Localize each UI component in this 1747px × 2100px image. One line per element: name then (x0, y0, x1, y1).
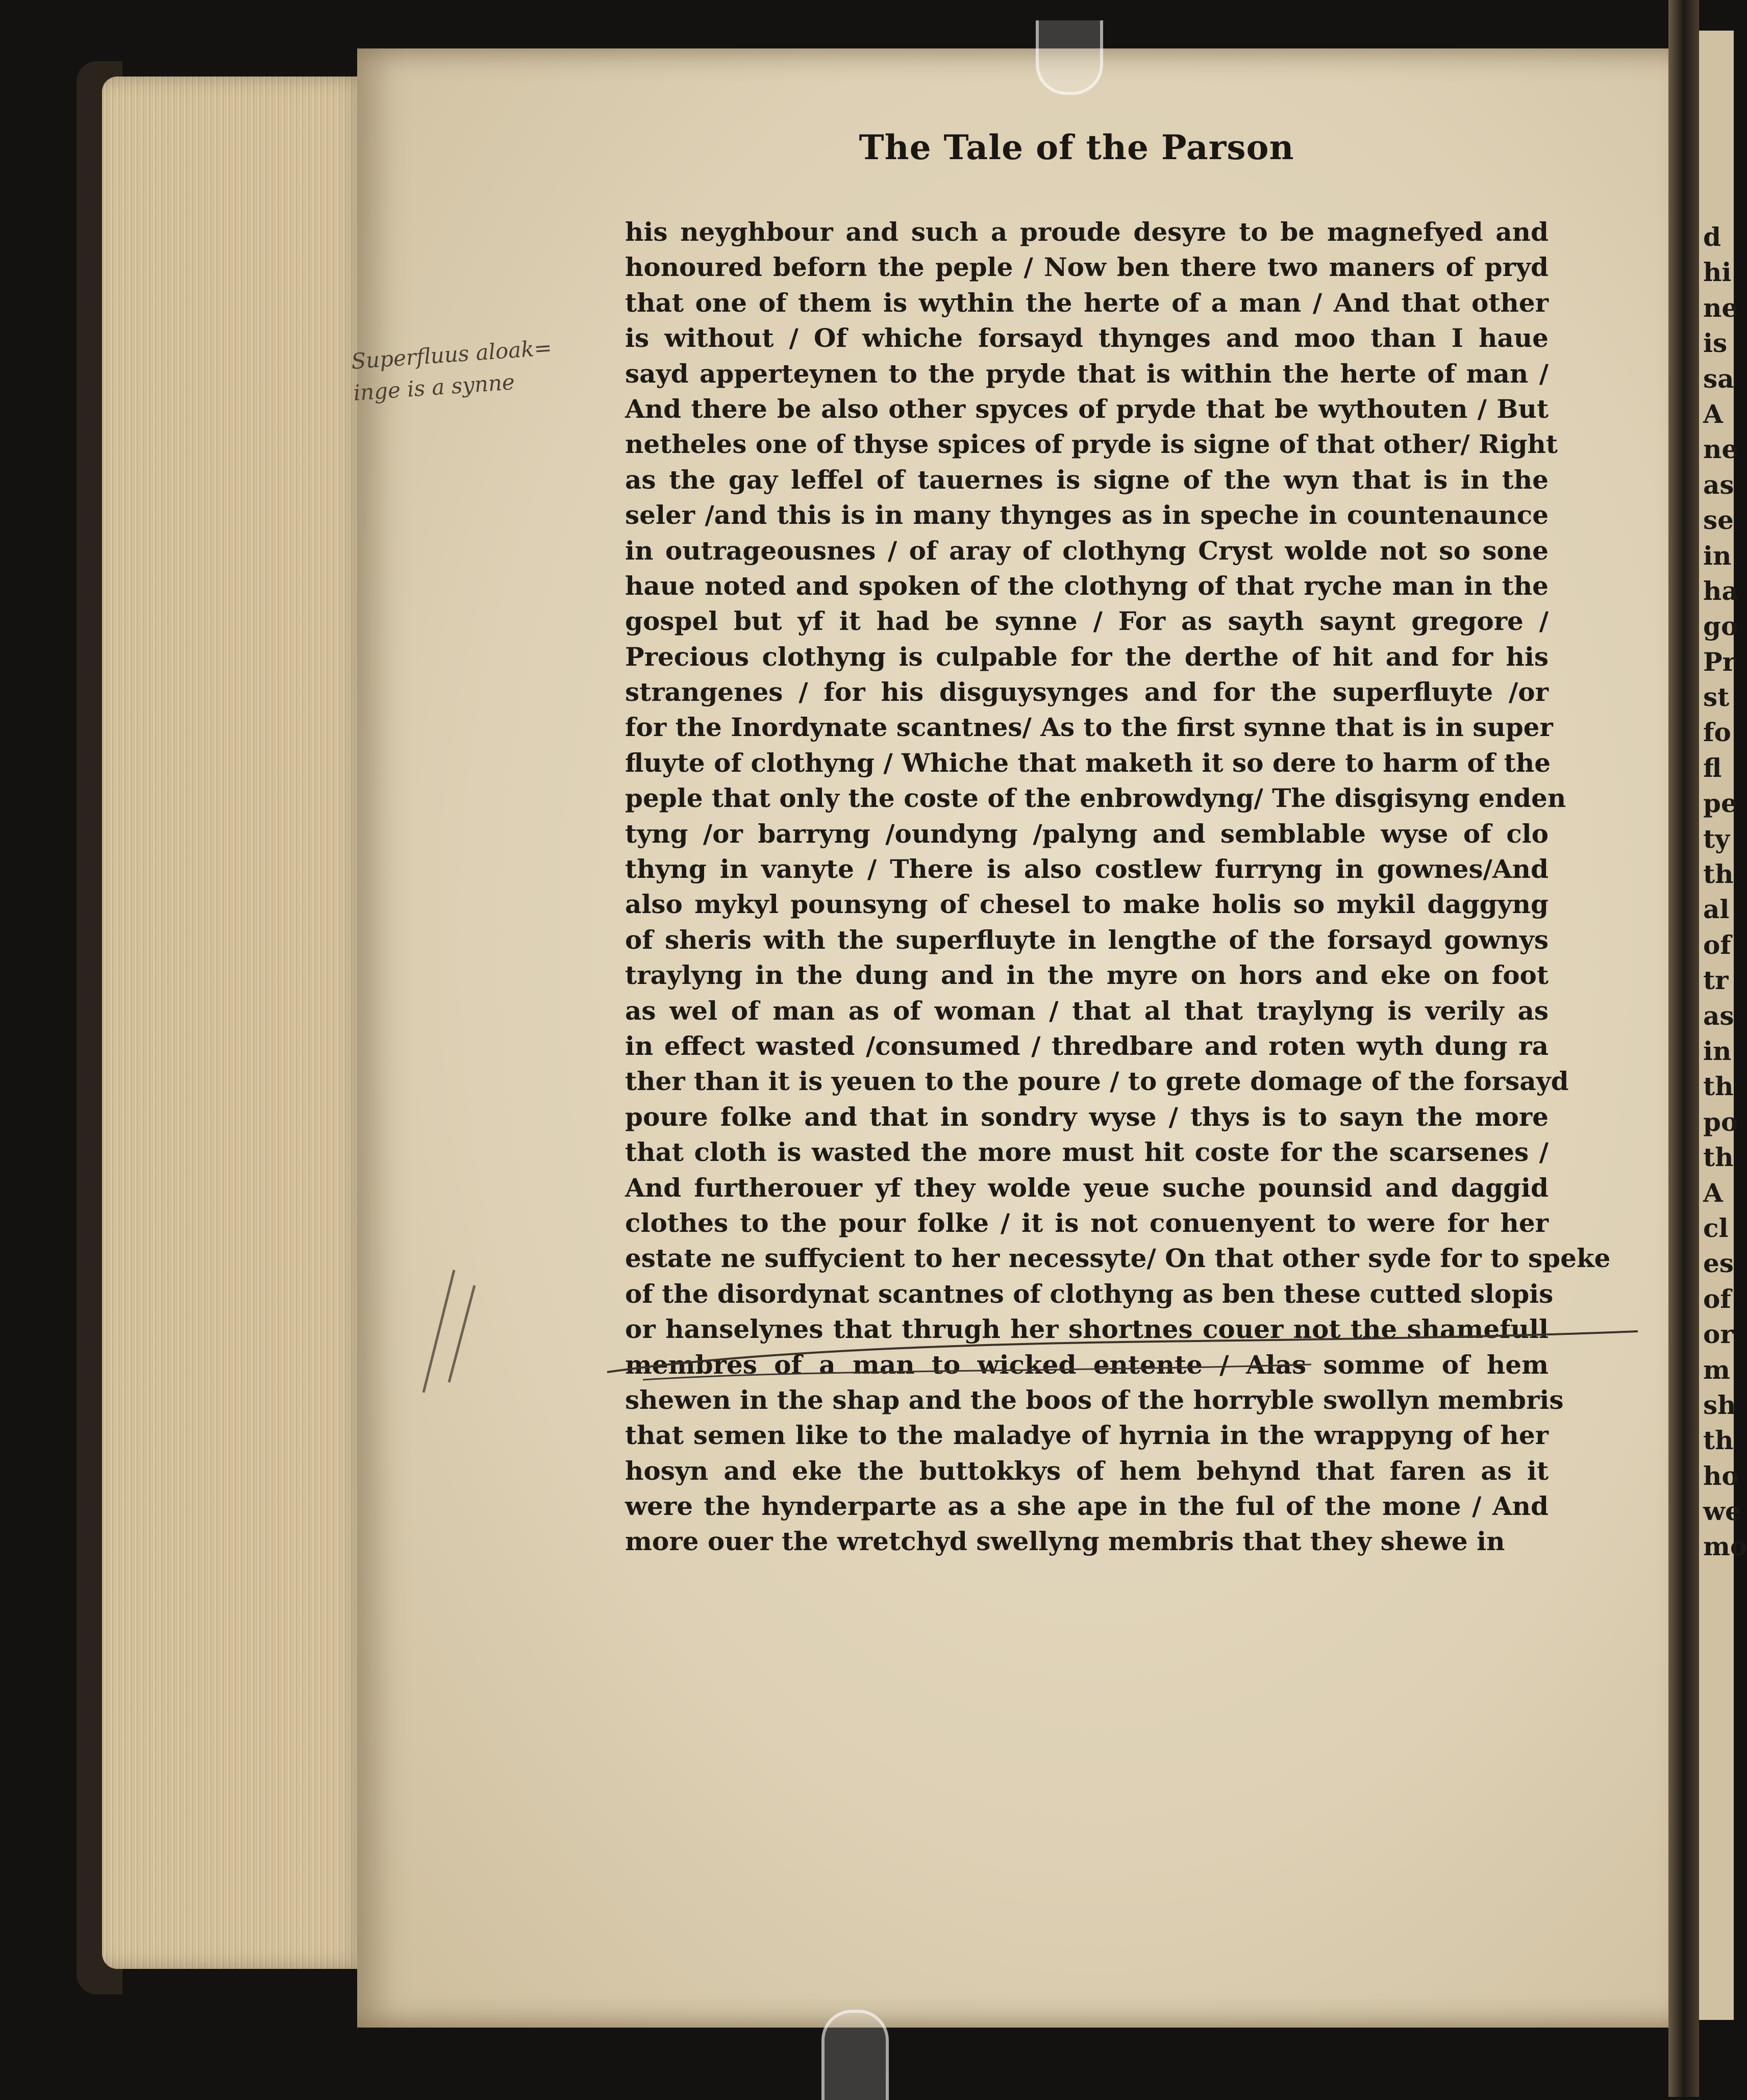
text-line: of sheris with the superfluyte in lengthe of the forsayd gownys (625, 924, 1549, 955)
text-line: or hanselynes that thrugh her shortnes couer not the shamefull (625, 1314, 1549, 1345)
facing-page-fragment: pe (1703, 788, 1737, 819)
text-line: that cloth is wasted the more must hit coste for the scarsenes / (625, 1137, 1549, 1168)
facing-page-fragment: as (1703, 1000, 1734, 1031)
text-line: tyng /or barryng /oundyng /palyng and semblable wyse of clo (625, 818, 1549, 849)
text-line: sayd apperteynen to the pryde that is within the herte of man / (625, 358, 1549, 389)
text-line: traylyng in the dung and in the myre on hors and eke on foot (625, 960, 1549, 991)
facing-page-fragment: mo (1703, 1531, 1747, 1562)
text-line: poure folke and that in sondry wyse / thys is to sayn the more (625, 1101, 1549, 1132)
text-line: netheles one of thyse spices of pryde is signe of that other/ Right (625, 429, 1558, 460)
text-line: peple that only the coste of the enbrowdyng/ The disgisyng enden (625, 783, 1566, 814)
facing-page-fragment: al (1703, 894, 1730, 925)
text-line: as the gay leffel of tauernes is signe of the wyn that is in the (625, 464, 1549, 495)
text-line: shewen in the shap and the boos of the horryble swollyn membris (625, 1384, 1564, 1415)
facing-page-fragment: we (1703, 1496, 1741, 1527)
facing-page-fragment: th (1703, 1425, 1734, 1456)
facing-page-text (1703, 219, 1747, 1564)
facing-page-fragment: Pr (1703, 646, 1736, 677)
text-line: clothes to the pour folke / it is not conuenyent to were for her (625, 1207, 1549, 1238)
text-line: is without / Of whiche forsayd thynges and moo than I haue (625, 323, 1549, 353)
facing-page-fragment: A (1703, 1177, 1723, 1208)
text-line: of the disordynat scantnes of clothyng as ben these cutted slopis (625, 1278, 1554, 1309)
text-line: haue noted and spoken of the clothyng of that ryche man in the (625, 570, 1549, 601)
marginal-note-line: Superfluus aloak= (350, 335, 553, 374)
margin-scribble-mark (393, 1265, 495, 1398)
text-line: honoured beforn the peple / Now ben there two maners of pryd (625, 252, 1549, 283)
facing-page-fragment: th (1703, 1071, 1734, 1102)
running-head: The Tale of the Parson (859, 128, 1294, 167)
facing-page-fragment: or (1703, 1319, 1734, 1350)
page-edges (102, 77, 367, 1969)
text-line: fluyte of clothyng / Whiche that maketh it so dere to harm of the (625, 747, 1551, 778)
text-line: ther than it is yeuen to the poure / to grete domage of the forsayd (625, 1066, 1569, 1097)
text-line: And there be also other spyces of pryde that be wythouten / But (625, 393, 1549, 424)
facing-page-fragment: in (1703, 1035, 1732, 1066)
facing-page-fragment: es (1703, 1248, 1734, 1279)
facing-page-fragment: po (1703, 1106, 1738, 1137)
text-line: that semen like to the maladye of hyrnia in the wrappyng of her (625, 1420, 1549, 1451)
facing-page-fragment: fo (1703, 717, 1731, 748)
facing-page-fragment: hi (1703, 257, 1732, 288)
facing-page-fragment: ne (1703, 292, 1738, 323)
text-line: strangenes / for his disguysynges and for the superfluyte /or (625, 677, 1549, 707)
text-line: were the hynderparte as a she ape in the ful of the mone / And (625, 1491, 1549, 1522)
text-line: estate ne suffycient to her necessyte/ On that other syde for to speke (625, 1243, 1611, 1274)
text-line: seler /and this is in many thynges as in speche in countenaunce (625, 500, 1549, 530)
facing-page-fragment: sh (1703, 1389, 1736, 1420)
facing-page-fragment: cl (1703, 1212, 1729, 1243)
marginal-note-line: inge is a synne (353, 369, 516, 406)
facing-page-fragment: go (1703, 611, 1738, 642)
text-line: gospel but yf it had be synne / For as sayth saynt gregore / (625, 606, 1549, 637)
facing-page-fragment: ho (1703, 1460, 1739, 1491)
facing-page-fragment: d (1703, 222, 1721, 252)
text-line: also mykyl pounsyng of chesel to make holis so mykil daggyng (625, 889, 1549, 920)
handwritten-underline (597, 1321, 1648, 1382)
text-line: thyng in vanyte / There is also costlew furryng in gownes/And (625, 854, 1549, 884)
text-line: Precious clothyng is culpable for the derthe of hit and for his (625, 641, 1549, 672)
text-line: in effect wasted /consumed / thredbare and roten wyth dung ra (625, 1030, 1549, 1061)
facing-page-fragment: ty (1703, 823, 1730, 854)
facing-page-fragment: th (1703, 859, 1734, 890)
facing-page-fragment: of (1703, 929, 1731, 960)
facing-page-fragment: A (1703, 398, 1723, 429)
facing-page-fragment: sa (1703, 363, 1734, 394)
text-line: for the Inordynate scantnes/ As to the first synne that is in super (625, 712, 1553, 743)
text-line: And furtherouer yf they wolde yeue suche pounsid and daggid (625, 1172, 1549, 1203)
text-line: in outrageousnes / of aray of clothyng Cryst wolde not so sone (625, 535, 1549, 566)
page-clip-top (1036, 20, 1103, 95)
text-line: hosyn and eke the buttokkys of hem behynd that faren as it (625, 1455, 1549, 1486)
facing-page-fragment: m (1703, 1354, 1730, 1385)
book-gutter (1668, 0, 1699, 2097)
facing-page-fragment: in (1703, 540, 1732, 571)
facing-page-fragment: se (1703, 505, 1734, 536)
facing-page-fragment: is (1703, 328, 1728, 359)
facing-page-fragment: ha (1703, 575, 1738, 606)
text-line: that one of them is wythin the herte of a man / And that other (625, 287, 1549, 318)
facing-page-fragment: th (1703, 1142, 1734, 1173)
text-line: as wel of man as of woman / that al that traylyng is verily as (625, 995, 1549, 1026)
page-clip-bottom (821, 2010, 889, 2100)
facing-page-fragment: ne (1703, 434, 1738, 465)
text-line: membres of a man to wicked entente / Alas somme of hem (625, 1349, 1549, 1380)
facing-page-fragment: fl (1703, 752, 1722, 783)
facing-page-fragment: tr (1703, 965, 1729, 996)
text-line: his neyghbour and such a proude desyre to be magnefyed and (625, 217, 1549, 247)
facing-page-fragment: st (1703, 682, 1730, 713)
text-line: more ouer the wretchyd swellyng membris that they shewe in (625, 1526, 1505, 1557)
facing-page-fragment: as (1703, 469, 1734, 500)
facing-page-fragment: of (1703, 1283, 1731, 1314)
